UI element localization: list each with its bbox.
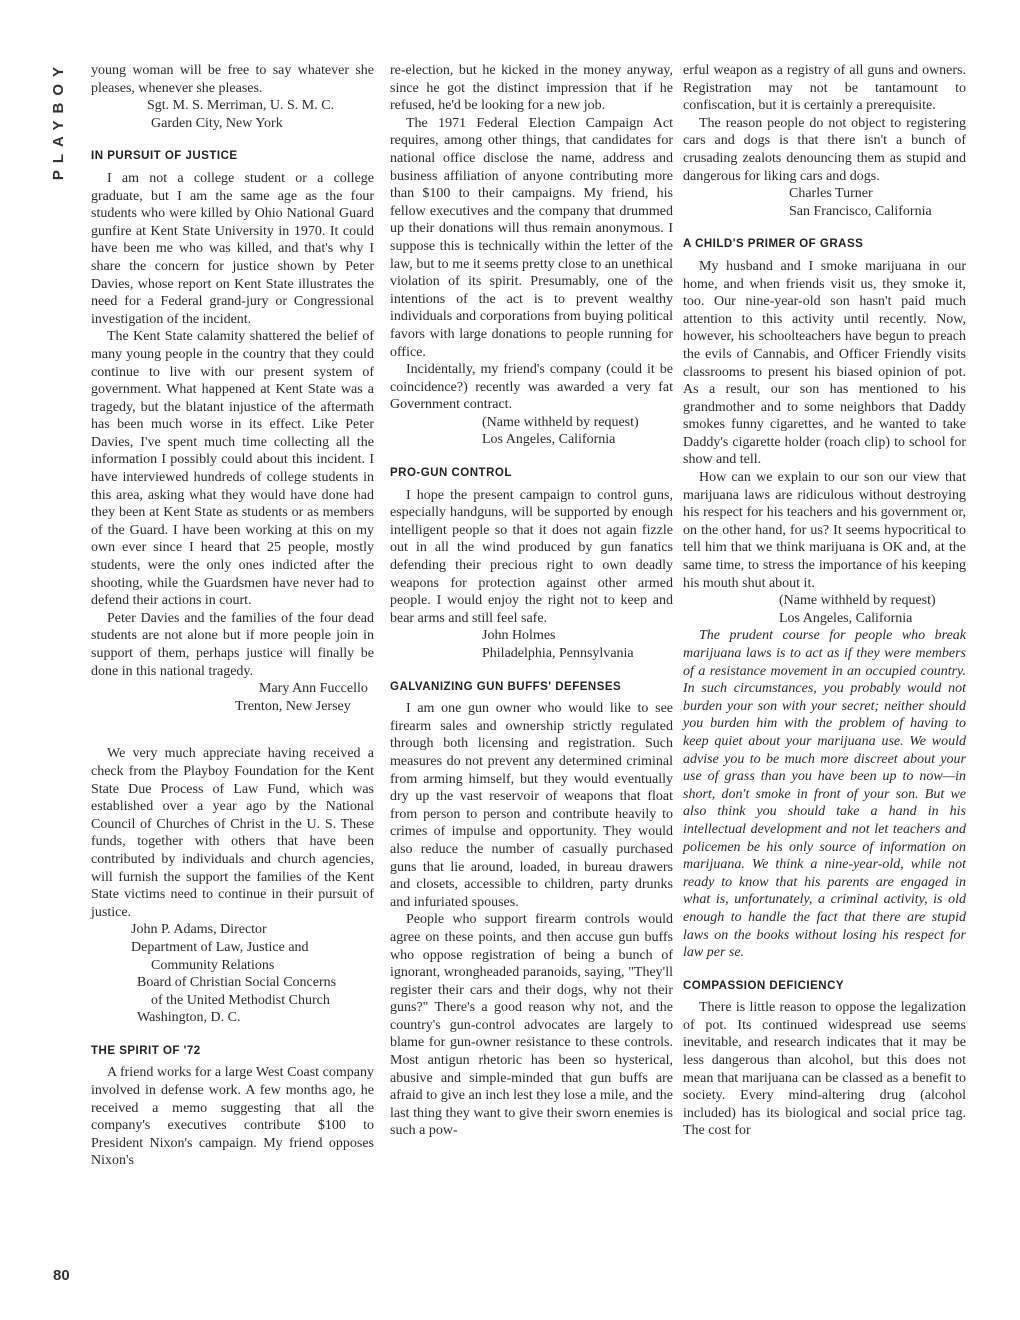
column-2 — [390, 62, 673, 1140]
signature-name: (Name withheld by request) — [482, 414, 639, 430]
signature-place: San Francisco, California — [789, 203, 932, 219]
letter-text: I hope the present campaign to control guns, especially handguns, will be supported by enough intelligent people so that it does not again fizzle out in all the wind produced by gun fanatics defending their precious right to own deadly weapons for protection against other armed people. I would enjoy the right not to keep and bear arms and still feel safe. — [390, 487, 673, 626]
letter-text: The 1971 Federal Election Campaign Act requires, among other things, that candidates for national office disclose the name, address and business affiliation of anyone contributing more than $100 to their campaigns. My friend, his fellow executives and the company that drummed up their donations will thus remain anonymous. I suppose this is technically within the letter of the law, but to me it seems pretty close to an unethical violation of its spirit. Presumably, one of the intentions of the act is to prevent wealthy individuals and corporations from buying political favors with large donations to people running for office. — [390, 115, 673, 360]
signature-line: Department of Law, Justice and — [131, 939, 309, 955]
signature-place: Los Angeles, California — [779, 610, 913, 626]
magazine-sidebar-label: PLAYBOY — [50, 60, 67, 181]
section-heading: COMPASSION DEFICIENCY — [683, 979, 845, 992]
signature-line: Washington, D. C. — [137, 1010, 241, 1026]
letter-text: erful weapon as a registry of all guns and owners. Registration may not be tantamount to confiscation, but it is certainly a prerequisite. — [683, 63, 966, 114]
section-heading: GALVANIZING GUN BUFFS' DEFENSES — [390, 680, 622, 693]
section-heading: THE SPIRIT OF '72 — [91, 1044, 201, 1057]
letter-text: re-election, but he kicked in the money anyway, since he got the distinct impression that if he refused, he'd be looking for a new job. — [390, 63, 673, 114]
section-heading: PRO-GUN CONTROL — [390, 467, 512, 480]
signature-name: (Name withheld by request) — [779, 593, 936, 609]
letter-text: My husband and I smoke marijuana in our home, and when friends visit us, they smoke it, too. Our nine-year-old son hasn't paid much attention to this activity until recently. Now, however, his schoolteachers have begun to preach the evils of Cannabis, and Officer Friendly visits classrooms to present his biased opinion of pot. As a result, our son has mentioned to his grandmother and to some neighbors that Daddy smokes funny cigarettes, and he wanted to take Daddy's cigarette holder (roach clip) to school for show and tell. — [683, 258, 966, 468]
letter-text: We very much appreciate having received a check from the Playboy Foundation for the Kent State Due Process of Law Fund, which was established over a year ago by the National Council of Churches of Christ in the U. S. These funds, together with others that have been contributed by individuals and church agencies, will furnish the support the families of the Kent State victims need to continue in their pursuit of justice. — [91, 746, 374, 920]
signature-name: Charles Turner — [789, 186, 873, 202]
signature-line: of the United Methodist Church — [151, 992, 330, 1008]
letter-text: Peter Davies and the families of the four dead students are not alone but if more people join in support of them, perhaps justice will finally be done in this national tragedy. — [91, 610, 374, 679]
letter-text: There is little reason to oppose the legalization of pot. Its continued widespread use seems inevitable, and research indicates that it may be less dangerous than alcohol, but this does not mean that marijuana can be classed as a benefit to society. Every mind-altering drug (alcohol included) has its biological and social price tag. The cost for — [683, 1000, 966, 1139]
signature-place: Trenton, New Jersey — [235, 698, 351, 714]
letter-text: A friend works for a large West Coast company involved in defense work. A few months ago, he received a memo suggesting that all the company's executives contribute $100 to President Nixon's campaign. My friend opposes Nixon's — [91, 1065, 374, 1169]
column-1 — [91, 62, 374, 1170]
letter-text: How can we explain to our son our view that marijuana laws are ridiculous without destroying his respect for his teachers and his government or, on the other hand, for us? It seems hypocritical to tell him that we think marijuana is OK and, at the same time, to stress the importance of his keeping his mouth shut about it. — [683, 470, 966, 591]
letter-text: Incidentally, my friend's company (could it be coincidence?) recently was awarded a very fat Government contract. — [390, 362, 673, 413]
signature-name: John Holmes — [482, 628, 556, 644]
letter-text: young woman will be free to say whatever she pleases, whenever she pleases. — [91, 63, 374, 96]
editor-response: The prudent course for people who break marijuana laws is to act as if they were members of a resistance movement in an occupied country. In such circumstances, you probably would not burden your son with your secret; neither should you burden him with the problem of having to keep quiet about your marijuana use. We would advise you to be much more discreet about your use of grass than you have been up to now—in short, don't smoke in front of your son. But we also think you should take a hand in his intellectual development and not let teachers and policemen be his only source of information on marijuana. We think a nine-year-old, while not ready to know that his parents are engaged in what is, unfortunately, a criminal activity, is old enough to handle the fact that there are stupid laws on the books without losing his respect for law per se. — [683, 628, 966, 961]
page-number: 80 — [53, 1267, 70, 1284]
section-heading: A CHILD'S PRIMER OF GRASS — [683, 238, 864, 251]
letter-text: The Kent State calamity shattered the belief of many young people in the country that they could continue to live with our present system of government. What happened at Kent State was a tragedy, but the blatant injustice of the aftermath has been much worse in its effect. Like Peter Davies, I've spent much time collecting all the information I possibly could about this incident. I have interviewed hundreds of college students in this area, asking what they would have done had they been at Kent State as students or as members of the Guard. I have been working at this on my own ever since I heard that 25 people, mostly students, were the only ones indicted after the shooting, while the Guardsmen have never had to defend their actions in court. — [91, 329, 374, 609]
signature-line: John P. Adams, Director — [131, 922, 267, 938]
signature-line: Board of Christian Social Concerns — [137, 975, 337, 991]
letter-text: The reason people do not object to registering cars and dogs is that there isn't a bunch of crusading zealots denouncing them as stupid and dangerous for liking cars and dogs. — [683, 115, 966, 184]
column-3 — [683, 62, 966, 1140]
signature-place: Philadelphia, Pennsylvania — [482, 646, 634, 661]
letter-text: People who support firearm controls would agree on these points, and then accuse gun buffs who oppose registration of being a bunch of ignorant, wrongheaded paranoids, saying, "They'll register their cars and their dogs, why not their guns?" There's a good reason why not, and the country's gun-control advocates are largely to blame for gun-owner resistance to these controls. Most antigun rhetoric has been so hysterical, abusive and simple-minded that gun buffs are afraid to give an inch lest they lose a mile, and the last thing they want to give their sworn enemies is such a pow- — [390, 912, 673, 1139]
signature-line: Community Relations — [151, 957, 275, 973]
section-heading: IN PURSUIT OF JUSTICE — [91, 150, 238, 163]
signature-name: Mary Ann Fuccello — [259, 681, 368, 697]
letter-text: I am not a college student or a college graduate, but I am the same age as the four students who were killed by Ohio National Guard gunfire at Kent State University in 1970. It could have been me who was killed, and that's why I share the concern for justice shown by Peter Davies, whose report on Kent State illustrates the need for a Federal grand-jury or Congressional investigation of the incident. — [91, 170, 374, 327]
letter-text: I am one gun owner who would like to see firearm sales and ownership strictly regulated through both licensing and registration. Such measures do not prevent any determined criminal from arming himself, but they would eventually dry up the vast reservoir of weapons that float from person to person and contribute heavily to crimes of impulse and opportunity. They would also reduce the number of casually purchased guns that lie around, loaded, in bureau drawers and closets, accessible to children, party drunks and infuriated spouses. — [390, 701, 673, 910]
signature-place: Garden City, New York — [151, 115, 283, 131]
signature-place: Los Angeles, California — [482, 432, 616, 448]
signature-name: Sgt. M. S. Merriman, U. S. M. C. — [147, 98, 335, 114]
